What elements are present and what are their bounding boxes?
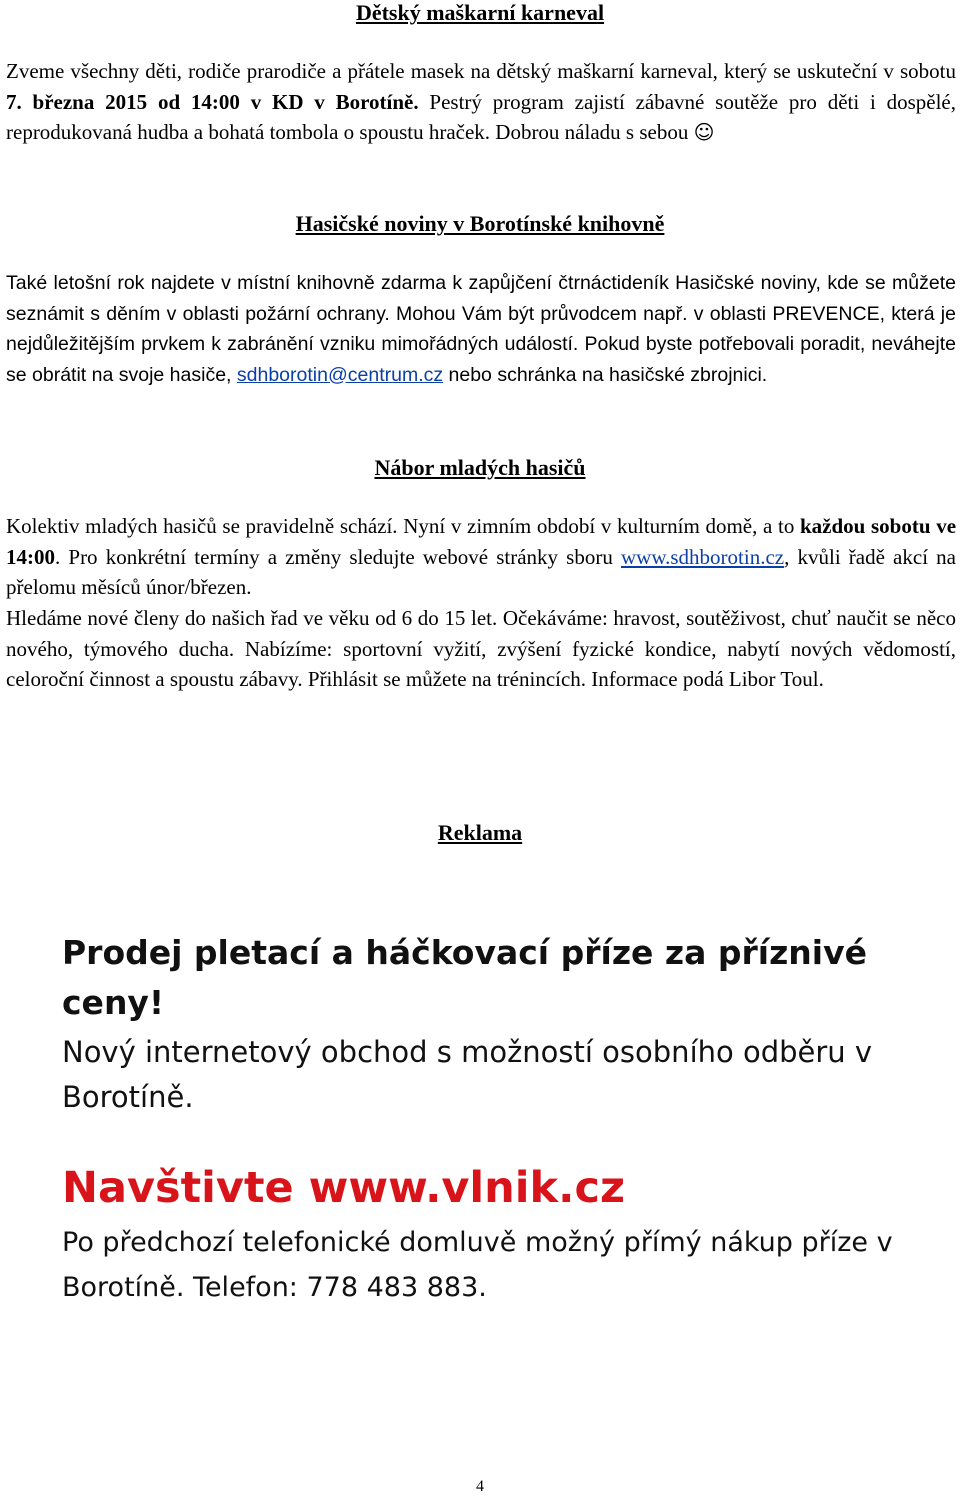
carnival-date: 7. března 2015 od 14:00 v KD v Borotíně. (6, 89, 419, 114)
carnival-text-2: Pestrý program zajistí zábavné soutěže pro děti i dospělé, reprodukovaná hudba a bohatá tombola o spoustu hraček. Dobrou náladu s sebou (6, 89, 956, 144)
recruitment-paragraph-1 (6, 511, 956, 603)
recruitment-time: každou sobotu ve 14:00 (6, 514, 957, 569)
recruitment-text-3: , kvůli řadě akcí na přelomu měsíců únor/březen. (6, 544, 956, 599)
newspaper-text-1: Také letošní rok najdete v místní knihovně zdarma k zapůjčení čtrnáctideník Hasičské noviny, kde se můžete seznámit s děním v oblasti požární ochrany. Mohou Vám být průvodcem např. v oblasti PREVENCE, která je nejdůležitějším prvkem k zabránění vzniku mimořádných událostí. Pokud byste potřebovali poradit, neváhejte se obrátit na svoje hasiče, (6, 272, 956, 386)
recruitment-text-1: Kolektiv mladých hasičů se pravidelně schází. Nyní v zimním období v kulturním domě, a to (6, 514, 800, 538)
advert-line-4: Po předchozí telefonické domluvě možný přímý nákup příze v Borotíně. Telefon: 778 483 883. (62, 1227, 893, 1303)
carnival-heading: Dětský maškarní karneval (355, 0, 605, 25)
email-link[interactable]: sdhborotin@centrum.cz (236, 363, 444, 386)
smiley-icon: ☺ (693, 120, 715, 144)
advert-line-1: Prodej pletací a háčkovací příze za příznivé ceny! (62, 933, 867, 1022)
recruitment-heading: Nábor mladých hasičů (374, 455, 586, 480)
carnival-paragraph (6, 56, 956, 148)
advert-heading: Reklama (437, 820, 523, 845)
advert-line-2: Nový internetový obchod s možností osobního odběru v Borotíně. (62, 1035, 873, 1114)
advert-block (62, 928, 922, 1310)
recruitment-text-2: . Pro konkrétní termíny a změny sledujte webové stránky sboru (55, 544, 621, 569)
newspaper-text-2: nebo schránka na hasičské zbrojnici. (443, 363, 768, 386)
advert-line-3[interactable]: Navštivte www.vlnik.cz (62, 1163, 625, 1213)
recruitment-paragraph-2: Hledáme nové členy do našich řad ve věku od 6 do 15 let. Očekáváme: hravost, soutěživost, chuť naučit se něco nového, týmového ducha. Nabízíme: sportovní vyžití, zvýšení fyzické kondice, nabytí nových vědomostí, celoroční činnost a spoustu zábavy. Přihlásit se můžete na trénincích. Informace podá Libor Toul. (6, 606, 956, 691)
page-number: 4 (476, 1478, 484, 1495)
newspaper-heading: Hasičské noviny v Borotínské knihovně (295, 211, 665, 236)
carnival-text-1: Zveme všechny děti, rodiče prarodiče a přátele masek na dětský maškarní karneval, který se uskuteční v sobotu (6, 59, 956, 83)
newspaper-paragraph (6, 268, 956, 390)
website-link[interactable]: www.sdhborotin.cz (620, 544, 785, 569)
